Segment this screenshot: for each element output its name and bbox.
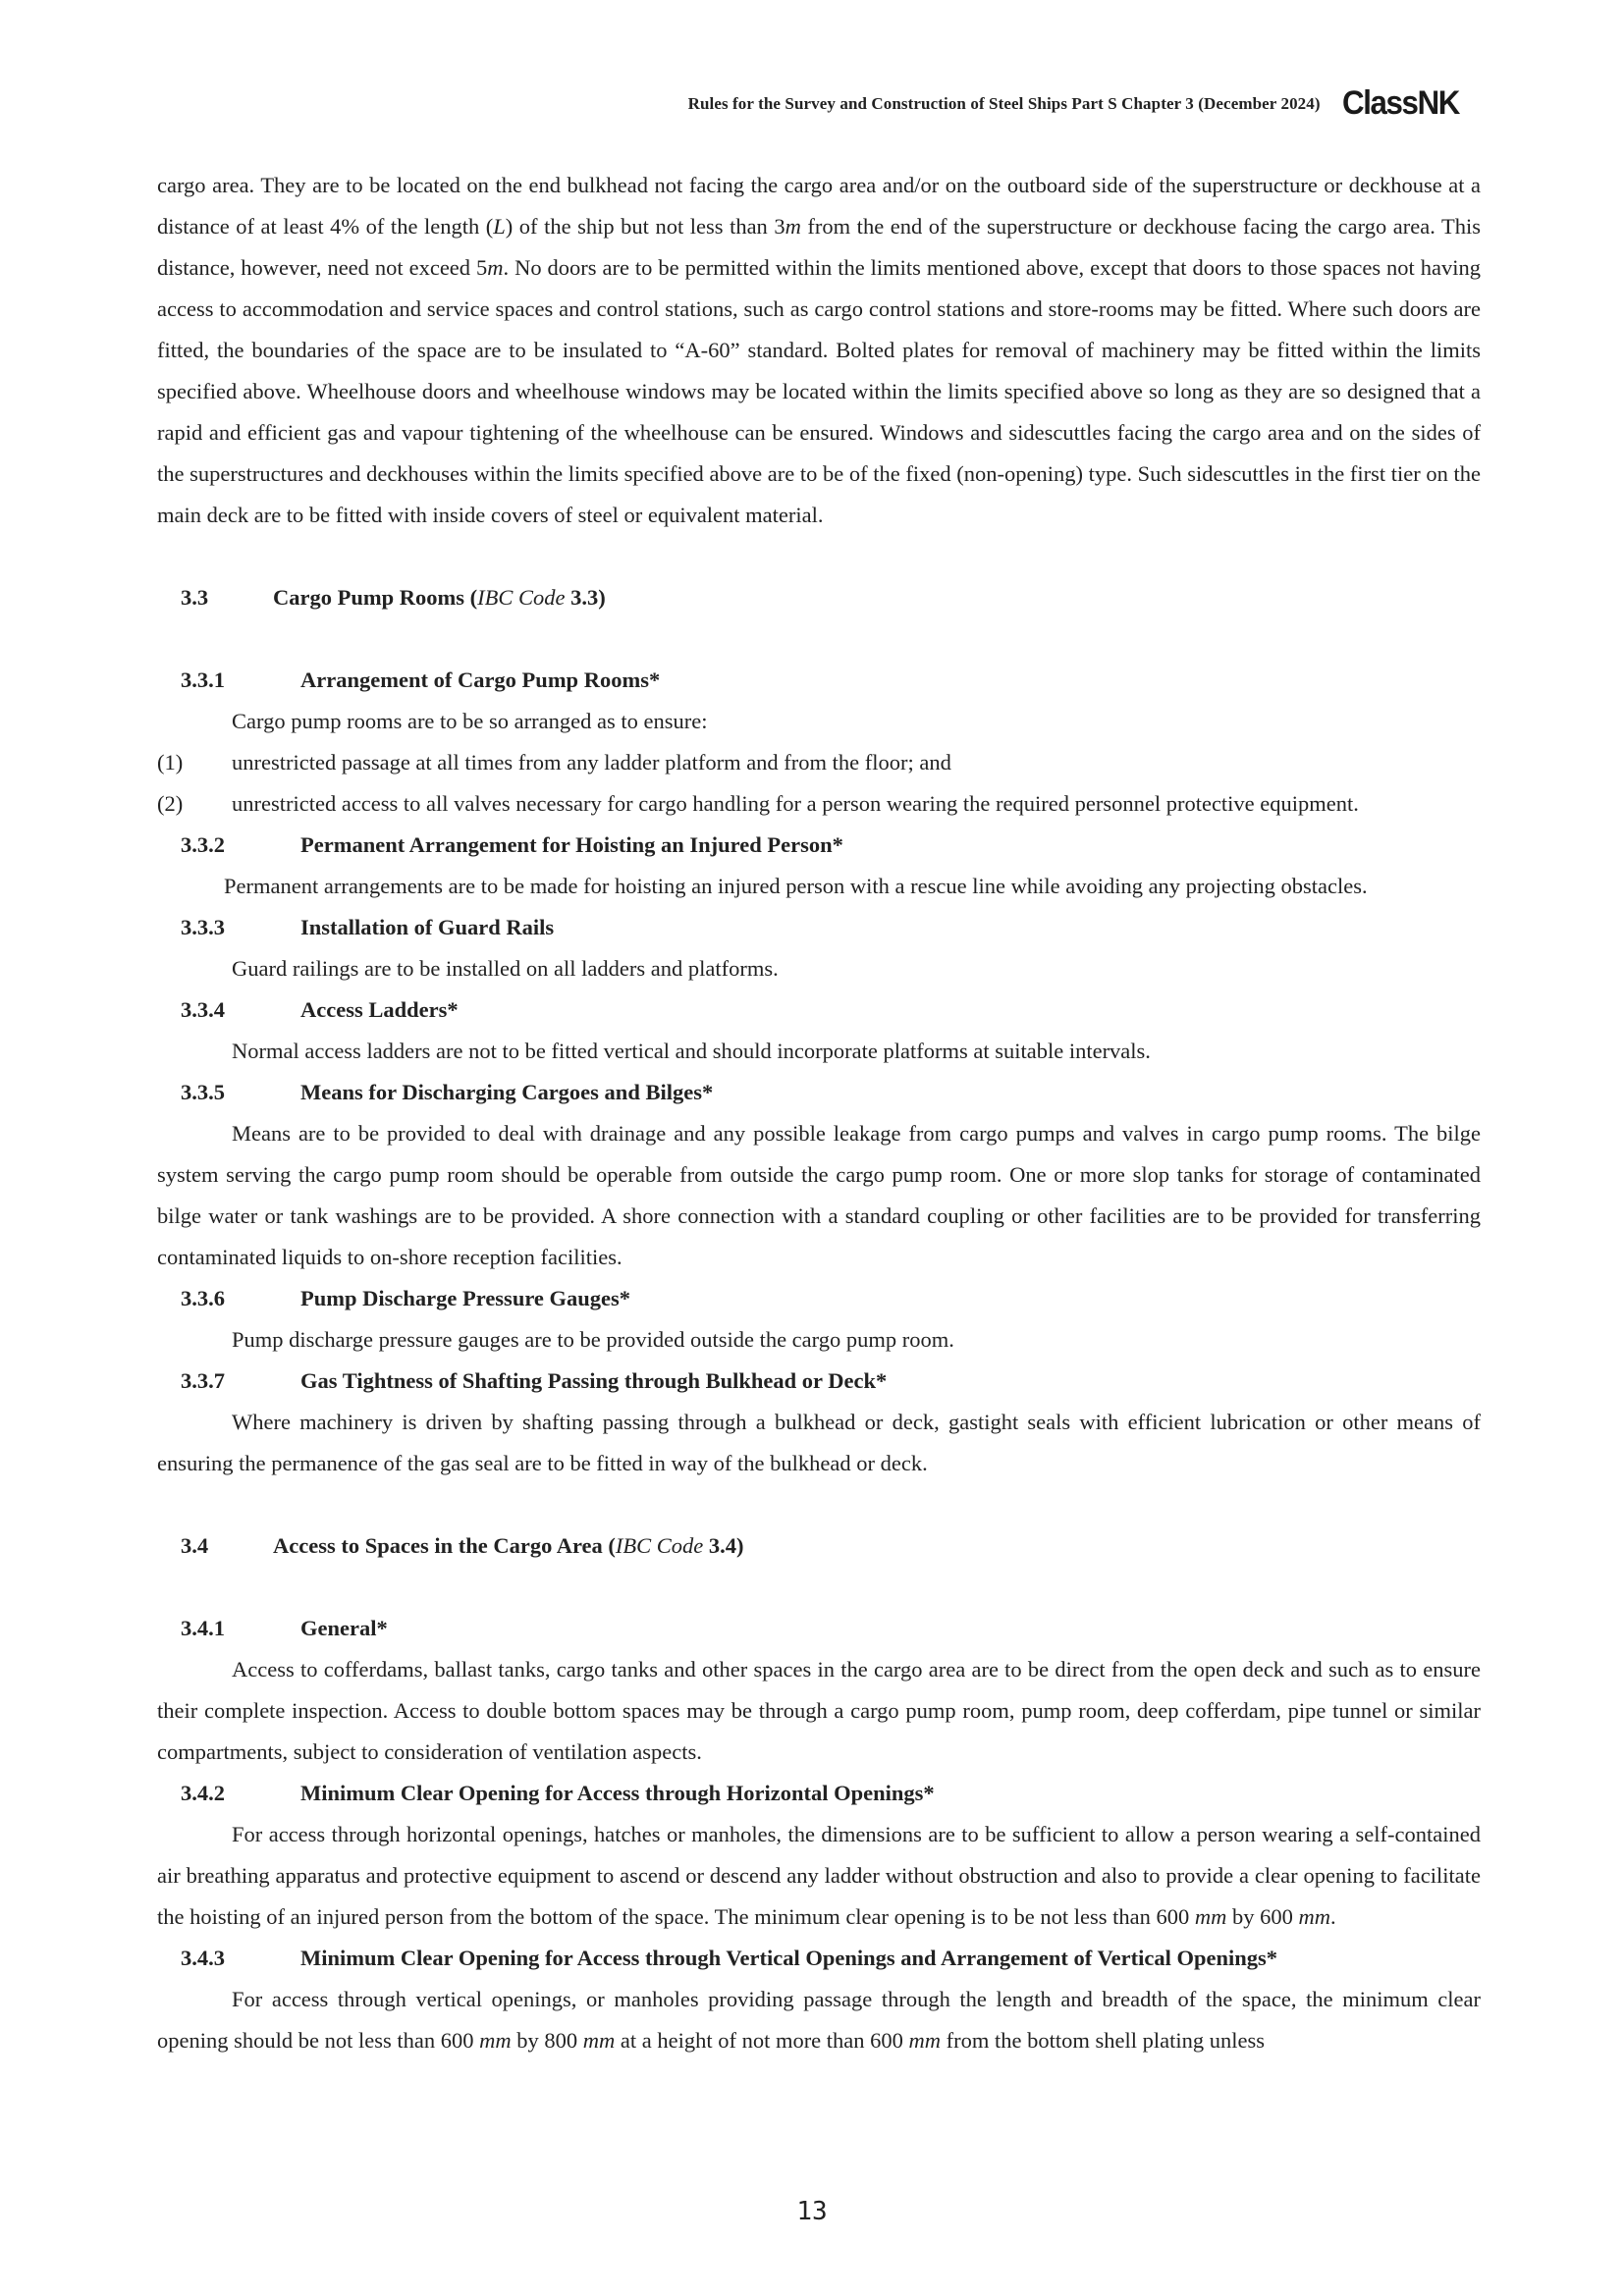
subsection-heading-3-4-3: 3.4.3 Minimum Clear Opening for Access through Vertical Openings and Arrangement of Vertical Openings* [181,1946,1278,1970]
header-title: Rules for the Survey and Construction of Steel Ships Part S Chapter 3 (December 2024) [687,93,1321,113]
subsection-body-3-4-3: For access through vertical openings, or manholes providing passage through the length and breadth of the space, the minimum clear opening should be not less than 600 mm by 800 mm at a height of not more than 600 mm from the bottom shell plating unless [157,1987,1481,2053]
page-header [688,84,1469,123]
subsection-heading-3-3-4: 3.3.4 Access Ladders* [181,997,459,1022]
subsection-heading-3-3-1: 3.3.1 Arrangement of Cargo Pump Rooms* [181,667,661,692]
subsection-body-3-4-2: For access through horizontal openings, hatches or manholes, the dimensions are to be sufficient to allow a person wearing a self-contained air breathing apparatus and protective equipment to ascend or descend any ladder without obstruction and also to provide a clear opening to facilitate the hoisting of an injured person from the bottom of the space. The minimum clear opening is to be not less than 600 mm by 600 mm. [157,1822,1481,1929]
subsection-heading-3-3-6: 3.3.6 Pump Discharge Pressure Gauges* [181,1286,631,1310]
subsection-heading-3-4-1: 3.4.1 General* [181,1616,388,1640]
subsection-body-3-3-6: Pump discharge pressure gauges are to be provided outside the cargo pump room. [232,1327,954,1352]
intro-paragraph: cargo area. They are to be located on the end bulkhead not facing the cargo area and/or on the outboard side of the superstructure or deckhouse at a distance of at least 4% of the length (L) of the ship but not less than 3m from the end of the superstructure or deckhouse facing the cargo area. This distance, however, need not exceed 5m. No doors are to be permitted within the limits mentioned above, except that doors to those spaces not having access to accommodation and service spaces and control stations, such as cargo control stations and store-rooms may be fitted. Where such doors are fitted, the boundaries of the space are to be insulated to “A-60” standard. Bolted plates for removal of machinery may be fitted within the limits specified above. Wheelhouse doors and wheelhouse windows may be located within the limits specified above so long as they are so designed that a rapid and efficient gas and vapour tightening of the wheelhouse can be ensured. Windows and sidescuttles facing the cargo area and on the sides of the superstructures and deckhouses within the limits specified above are to be of the fixed (non-opening) type. Such sidescuttles in the first tier on the main deck are to be fitted with inside covers of steel or equivalent material. [157,173,1481,527]
subsection-body-3-4-1: Access to cofferdams, ballast tanks, cargo tanks and other spaces in the cargo area are to be direct from the open deck and such as to ensure their complete inspection. Access to double bottom spaces may be through a cargo pump room, pump room, deep cofferdam, pipe tunnel or similar compartments, subject to consideration of ventilation aspects. [157,1657,1481,1764]
document-body [157,165,1481,2061]
subsection-heading-3-3-5: 3.3.5 Means for Discharging Cargoes and Bilges* [181,1080,714,1104]
section-heading-3-4: 3.4 Access to Spaces in the Cargo Area (IBC Code 3.4) [181,1533,744,1558]
subsection-body-3-3-7: Where machinery is driven by shafting passing through a bulkhead or deck, gastight seals with efficient lubrication or other means of ensuring the permanence of the gas seal are to be fitted in way of the bulkhead or deck. [157,1410,1481,1475]
subsection-body-3-3-4: Normal access ladders are not to be fitted vertical and should incorporate platforms at suitable intervals. [232,1039,1151,1063]
classnk-logo: ClassNK [1341,84,1459,122]
subsection-heading-3-3-2: 3.3.2 Permanent Arrangement for Hoisting an Injured Person* [181,832,843,857]
list-item: (1) unrestricted passage at all times from any ladder platform and from the floor; and [157,750,951,774]
list-item: (2) unrestricted access to all valves necessary for cargo handling for a person wearing the required personnel protective equipment. [157,791,1359,816]
subsection-heading-3-3-7: 3.3.7 Gas Tightness of Shafting Passing through Bulkhead or Deck* [181,1368,888,1393]
subsection-heading-3-4-2: 3.4.2 Minimum Clear Opening for Access through Horizontal Openings* [181,1781,935,1805]
page-number: 13 [796,2197,828,2226]
section-heading-3-3: 3.3 Cargo Pump Rooms (IBC Code 3.3) [181,585,606,610]
subsection-body-3-3-1: Cargo pump rooms are to be so arranged as to ensure: [232,709,708,733]
subsection-body-3-3-3: Guard railings are to be installed on all ladders and platforms. [232,956,779,981]
subsection-body-3-3-5: Means are to be provided to deal with drainage and any possible leakage from cargo pumps and valves in cargo pump rooms. The bilge system serving the cargo pump room should be operable from outside the cargo pump room. One or more slop tanks for storage of contaminated bilge water or tank washings are to be provided. A shore connection with a standard coupling or other facilities are to be provided for transferring contaminated liquids to on-shore reception facilities. [157,1121,1481,1269]
subsection-body-3-3-2: Permanent arrangements are to be made for hoisting an injured person with a rescue line while avoiding any projecting obstacles. [224,874,1368,898]
subsection-heading-3-3-3: 3.3.3 Installation of Guard Rails [181,915,555,939]
